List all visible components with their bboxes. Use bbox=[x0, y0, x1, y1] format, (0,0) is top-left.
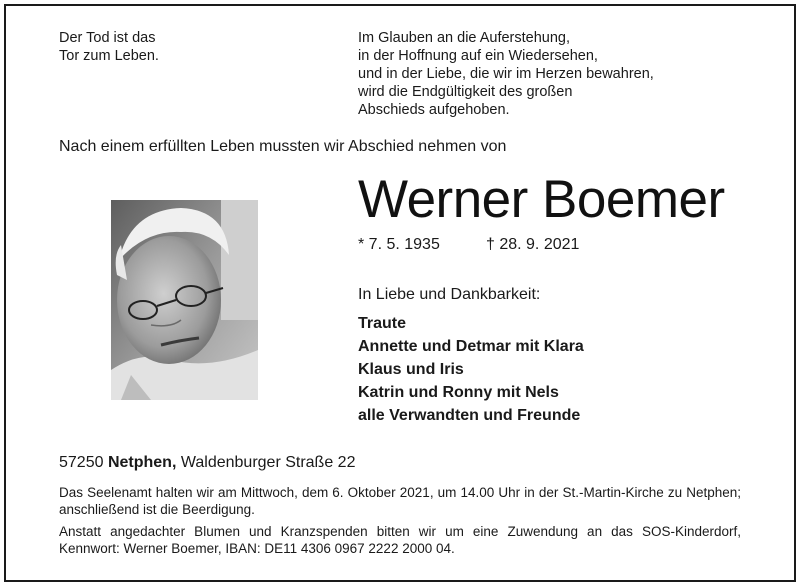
family-member: Katrin und Ronny mit Nels bbox=[358, 384, 559, 401]
deceased-name: Werner Boemer bbox=[358, 170, 725, 229]
thanks-line: In Liebe und Dankbarkeit: bbox=[358, 286, 541, 303]
family-member: alle Verwandten und Freunde bbox=[358, 407, 581, 424]
birth-date: * 7. 5. 1935 bbox=[358, 236, 440, 253]
quote-right-line: in der Hoffnung auf ein Wiedersehen, bbox=[358, 48, 598, 64]
quote-left-line: Tor zum Leben. bbox=[59, 48, 159, 64]
donation-note: Anstatt angedachter Blumen und Kranzspenden bitten wir um eine Zuwendung an das SOS-Kinderdorf, Kennwort: Werner Boemer, IBAN: DE11 4306 0967 2222 2000 04. bbox=[59, 524, 741, 556]
quote-right-line: Im Glauben an die Auferstehung, bbox=[358, 30, 571, 46]
city: Netphen, bbox=[107, 454, 177, 471]
funeral-note: Das Seelenamt halten wir am Mittwoch, dem 6. Oktober 2021, um 14.00 Uhr in der St.-Martin-Kirche zu Netphen; anschließend ist die Beerdigung. bbox=[59, 485, 741, 517]
intro-text: Nach einem erfüllten Leben mussten wir Abschied nehmen von bbox=[59, 138, 507, 155]
quote-right-line: Abschieds aufgehoben. bbox=[358, 102, 510, 118]
family-list bbox=[358, 312, 584, 427]
death-date: † 28. 9. 2021 bbox=[486, 236, 580, 253]
quote-right-line: und in der Liebe, die wir im Herzen bewahren, bbox=[358, 66, 654, 82]
family-member: Traute bbox=[358, 315, 407, 332]
portrait-photo bbox=[111, 200, 258, 400]
family-member: Klaus und Iris bbox=[358, 361, 464, 378]
quote-right-line: wird die Endgültigkeit des großen bbox=[358, 84, 573, 100]
quote-right bbox=[358, 29, 758, 119]
quote-left-line: Der Tod ist das bbox=[59, 30, 156, 46]
address bbox=[59, 453, 355, 473]
postcode: 57250 bbox=[59, 454, 104, 471]
portrait-illustration bbox=[111, 200, 258, 400]
family-member: Annette und Detmar mit Klara bbox=[358, 338, 584, 355]
street: Waldenburger Straße 22 bbox=[180, 454, 356, 471]
quote-left bbox=[59, 29, 259, 65]
